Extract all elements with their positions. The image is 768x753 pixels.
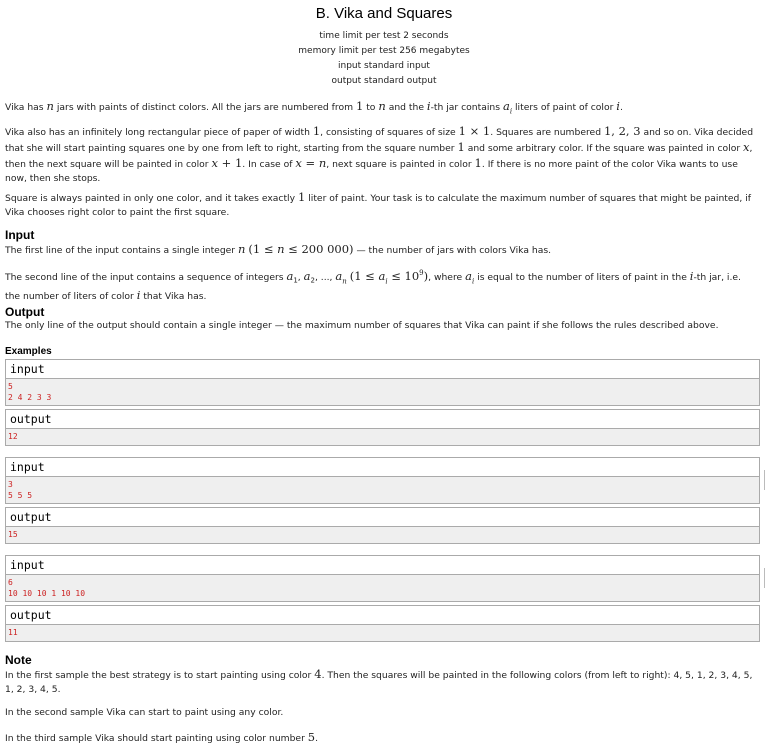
example-3-output [5, 605, 760, 642]
example-output-label: output [6, 606, 759, 625]
example-input-line: 3 [8, 480, 13, 489]
output-heading: Output [5, 305, 45, 319]
input-spec: input standard input [338, 61, 430, 71]
example-2-output [5, 507, 760, 544]
example-input-line: 6 [8, 578, 13, 587]
note-heading: Note [5, 653, 32, 667]
time-limit: time limit per test 2 seconds [319, 31, 449, 41]
example-input-line: 2 4 2 3 3 [8, 393, 52, 402]
input-line-1: The first line of the input contains a single integer n (1 ≤ n ≤ 200 000) — the number of jars with colors Vika has. [5, 242, 552, 256]
example-input-label: input [6, 360, 759, 379]
example-2-input [5, 457, 760, 504]
example-1-output [5, 409, 760, 446]
note-paragraph-2: In the second sample Vika can start to paint using any color. [5, 707, 284, 718]
example-input-label: input [6, 556, 759, 575]
copy-button-edge[interactable] [764, 568, 768, 588]
example-input-line: 5 5 5 [8, 491, 33, 500]
output-spec: output standard output [331, 76, 437, 86]
input-heading: Input [5, 228, 35, 242]
statement-paragraph-1: Vika has n jars with paints of distinct colors. All the jars are numbered from 1 to n and the i-th jar contains $a_i$ liters of paint of color i. [5, 99, 623, 116]
example-output-label: output [6, 508, 759, 527]
output-line-1: The only line of the output should contain a single integer — the maximum number of squares that Vika can paint if she follows the rules described above. [5, 320, 719, 331]
problem-title: B. Vika and Squares [315, 5, 453, 22]
note-paragraph-1: In the first sample the best strategy is to start painting using color 4. Then the squares will be painted in the following colors (from left to right): 4, 5, 1, 2, 3, 4, 5, 1, 2, 3, 4, 5. [5, 667, 753, 695]
note-paragraph-3: In the third sample Vika should start painting using color number 5. [5, 730, 319, 744]
statement-paragraph-2: Vika also has an infinitely long rectangular piece of paper of width 1, consisting of squares of size 1 × 1. Squares are numbered 1, 2, 3 and so on. Vika decided that she will start painting squares one by one from left to right, starting from the square number 1 and some arbitrary color. If the square was painted in color x, then the next square will be painted in color x + 1. In case of x = n, next square is painted in color 1. If there is no more paint of the color Vika wants to use now, then she stops. [5, 124, 754, 184]
examples-heading: Examples [5, 346, 52, 357]
example-output-value: 15 [8, 530, 18, 539]
example-output-label: output [6, 410, 759, 429]
example-3-input [5, 555, 760, 602]
example-input-line: 5 [8, 382, 13, 391]
example-input-label: input [6, 458, 759, 477]
example-1-input [5, 359, 760, 406]
example-output-value: 12 [8, 432, 18, 441]
example-output-value: 11 [8, 628, 18, 637]
statement-paragraph-3: Square is always painted in only one color, and it takes exactly 1 liter of paint. Your task is to calculate the maximum number of squares that might be painted, if Vika chooses right color to paint the first square. [5, 190, 751, 218]
example-input-line: 10 10 10 1 10 10 [8, 589, 86, 598]
memory-limit: memory limit per test 256 megabytes [298, 46, 470, 56]
input-line-2: The second line of the input contains a sequence of integers $a_1$, $a_2$, ..., $a_n$ $(1 \le a_i \le 10^9)$, where $a_i$ is equal to the number of liters of paint in the i-th jar, i.e. the number of liters of color i that Vika has. [5, 268, 741, 303]
copy-button-edge[interactable] [764, 470, 768, 490]
